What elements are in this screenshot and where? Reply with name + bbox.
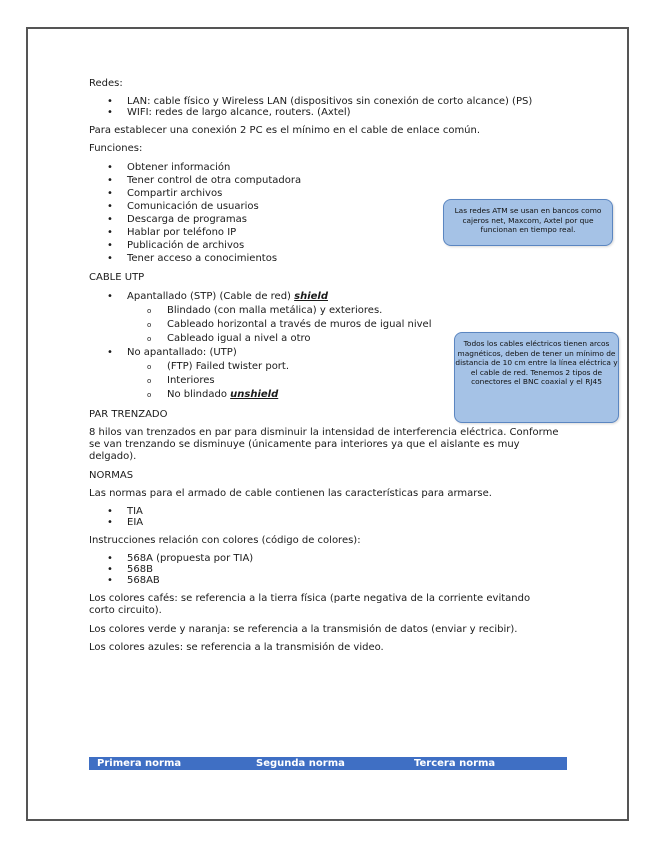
par-trenzado-title: PAR TRENZADO <box>89 409 168 420</box>
sub-list-item: o Cableado horizontal a través de muros de igual nivel <box>89 318 559 332</box>
list-item: • EIA <box>89 517 559 528</box>
funciones-title: Funciones: <box>89 143 143 154</box>
list-item: • TIA <box>89 506 559 517</box>
list-item: • Comunicación de usuarios <box>89 200 559 213</box>
list-item: • WIFI: redes de largo alcance, routers. (Axtel) <box>89 107 559 118</box>
no-blindado-emphasis: unshield <box>230 389 279 400</box>
list-item: • Obtener información <box>89 161 559 174</box>
list-item: • Descarga de programas <box>89 213 559 226</box>
no-blindado-label: No blindado <box>167 389 231 400</box>
sub-list-item: o Interiores <box>89 374 559 388</box>
sub-list-item: o Blindado (con malla metálica) y exteriores. <box>89 304 559 318</box>
sub-list-item: o (FTP) Failed twister port. <box>89 360 559 374</box>
instrucciones-text: Instrucciones relación con colores (código de colores): <box>89 535 361 546</box>
list-item: • Tener control de otra computadora <box>89 174 559 187</box>
cable-utp-list <box>89 290 559 304</box>
colores-verde-text: Los colores verde y naranja: se referencia a la transmisión de datos (enviar y recibir). <box>89 624 518 635</box>
cable-utp-title: CABLE UTP <box>89 272 145 283</box>
list-item: • 568A (propuesta por TIA) <box>89 553 559 564</box>
list-item: • 568B <box>89 564 559 575</box>
table-header-cell: Primera norma <box>97 758 182 769</box>
list-item: • LAN: cable físico y Wireless LAN (dispositivos sin conexión de corto alcance) (PS) <box>89 96 559 107</box>
table-header-cell: Segunda norma <box>256 758 345 769</box>
callout-cables: Todos los cables eléctricos tienen arcos magnéticos, deben de tener un mínimo de distancia de 10 cm entre la línea eléctrica y el cable de red. Tenemos 2 tipos de conectores el BNC coaxial y el RJ45 <box>454 332 619 423</box>
instrucciones-list <box>89 553 559 586</box>
list-item: • Tener acceso a conocimientos <box>89 252 559 265</box>
colores-azules-text: Los colores azules: se referencia a la transmisión de video. <box>89 642 384 653</box>
par-trenzado-text: 8 hilos van trenzados en par para disminuir la intensidad de interferencia eléctrica. Conforme se van trenzando se disminuye (únicamente para interiores ya que el aislante es muy delgado). <box>89 427 559 462</box>
normas-table-header <box>89 757 567 770</box>
redes-list <box>89 96 559 118</box>
apantallado-emphasis: shield <box>294 291 328 302</box>
list-item-apantallado <box>89 290 559 304</box>
list-item: • 568AB <box>89 575 559 586</box>
apantallado-label: Apantallado (STP) (Cable de red) <box>127 291 295 302</box>
colores-cafes-text: Los colores cafés: se referencia a la tierra física (parte negativa de la corriente evitando corto circuito). <box>89 593 531 616</box>
normas-text: Las normas para el armado de cable contienen las características para armarse. <box>89 488 492 499</box>
list-item: • Publicación de archivos <box>89 239 559 252</box>
list-item-no-apantallado: • No apantallado: (UTP) <box>89 346 559 360</box>
conexion-text: Para establecer una conexión 2 PC es el mínimo en el cable de enlace común. <box>89 125 481 136</box>
redes-title: Redes: <box>89 78 123 89</box>
callout-atm: Las redes ATM se usan en bancos como cajeros net, Maxcom, Axtel por que funcionan en tiempo real. <box>443 199 613 246</box>
list-item: • Compartir archivos <box>89 187 559 200</box>
normas-title: NORMAS <box>89 470 134 481</box>
table-header-cell: Tercera norma <box>414 758 496 769</box>
sub-list-item: o Cableado igual a nivel a otro <box>89 332 559 346</box>
normas-list <box>89 506 559 528</box>
list-item: • Hablar por teléfono IP <box>89 226 559 239</box>
